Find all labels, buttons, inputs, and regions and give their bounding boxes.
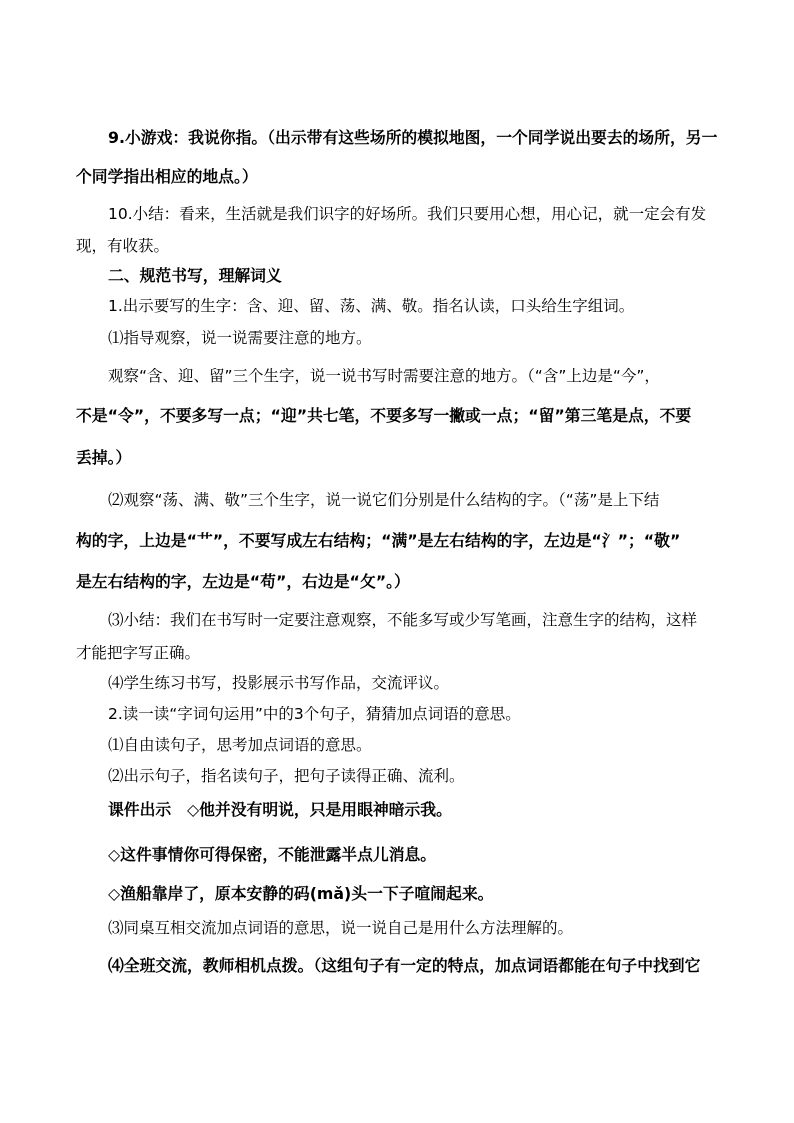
paragraph-line-3: 10.小结：看来，生活就是我们识字的好场所。我们只要用心想，用心记，就一定会有发 [108, 205, 707, 223]
paragraph-line-10: ⑵观察“荡、满、敬”三个生字，说一说它们分别是什么结构的字。（“荡”是上下结 [108, 491, 660, 509]
paragraph-line-20: ◇这件事情你可得保密，不能泄露半点儿消息。 [108, 845, 437, 864]
paragraph-line-12: 是左右结构的字，左边是“苟”，右边是“攵”。） [76, 572, 410, 591]
paragraph-line-11: 构的字，上边是“艹”，不要写成左右结构；“满”是左右结构的字，左边是“氵”；“敬” [76, 531, 681, 550]
paragraph-line-22: ⑶同桌互相交流加点词语的意思，说一说自己是用什么方法理解的。 [108, 919, 574, 937]
paragraph-line-13: ⑶小结：我们在书写时一定要注意观察，不能多写或少写笔画，注意生字的结构，这样 [108, 611, 698, 629]
paragraph-line-15: ⑷学生练习书写，投影展示书写作品，交流评议。 [108, 674, 450, 692]
paragraph-line-1: 9.小游戏：我说你指。（出示带有这些场所的模拟地图，一个同学说出要去的场所，另一 [108, 128, 718, 147]
paragraph-line-2: 个同学指出相应的地点。） [76, 167, 258, 186]
paragraph-line-8: 不是“令”，不要多写一点；“迎”共七笔，不要多写一撇或一点；“留”第三笔是点，不要 [76, 406, 692, 425]
paragraph-line-7: 观察“含、迎、留”三个生字，说一说书写时需要注意的地方。（“含”上边是“今”， [108, 367, 660, 385]
paragraph-line-9: 丢掉。） [76, 448, 132, 467]
paragraph-line-21: ◇渔船靠岸了，原本安静的码(mǎ)头一下子喧闹起来。 [108, 884, 494, 903]
paragraph-line-19: 课件出示 ◇他并没有明说，只是用眼神暗示我。 [108, 800, 452, 819]
section-heading: 二、规范书写，理解词义 [108, 266, 282, 285]
paragraph-line-5: 1.出示要写的生字：含、迎、留、荡、满、敬。指名认读，口头给生字组词。 [108, 297, 635, 315]
paragraph-line-4: 现，有收获。 [76, 237, 170, 255]
paragraph-line-17: ⑴自由读句子，思考加点词语的意思。 [108, 736, 372, 754]
paragraph-line-6: ⑴指导观察，说一说需要注意的地方。 [108, 329, 372, 347]
paragraph-line-23: ⑷全班交流，教师相机点拨。（这组句子有一定的特点，加点词语都能在句子中找到它 [108, 956, 701, 975]
paragraph-line-18: ⑵出示句子，指名读句子，把句子读得正确、流利。 [108, 767, 465, 785]
paragraph-line-16: 2.读一读“字词句运用”中的3个句子，猜猜加点词语的意思。 [108, 705, 521, 723]
paragraph-line-14: 才能把字写正确。 [76, 644, 201, 662]
